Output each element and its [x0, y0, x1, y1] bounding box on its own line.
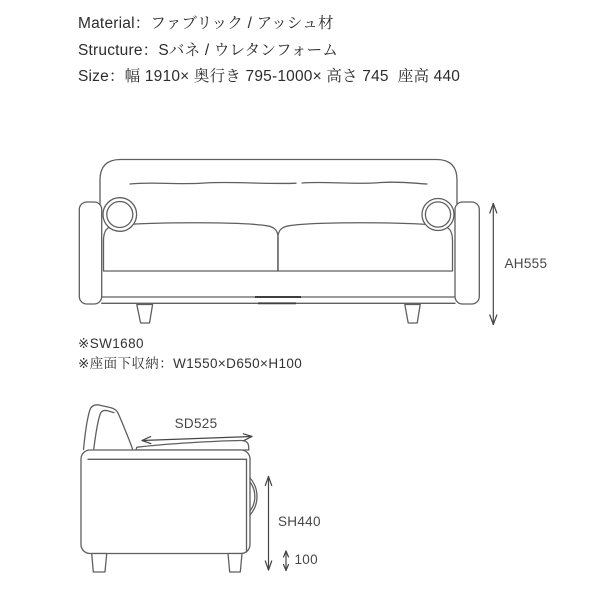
note-seat-width: ※SW1680 [78, 336, 144, 351]
spec-line-structure: Structure：Sバネ / ウレタンフォーム [78, 41, 339, 59]
front-leg-right [405, 305, 420, 324]
arm-height-label: AH555 [504, 256, 548, 271]
seat-height-label: SH440 [278, 514, 321, 529]
seat-height-arrow [265, 477, 271, 571]
front-seat-cushion-left [104, 223, 279, 271]
side-leg-front [92, 554, 107, 573]
spec-line-size: Size：幅 1910× 奥行き 795-1000× 高さ 745 座高 440 [78, 68, 461, 85]
side-seat-cushion [136, 440, 249, 450]
front-leg-left [137, 305, 153, 324]
leg-height-label: 100 [294, 552, 318, 567]
sofa-front-view [79, 160, 547, 325]
note-under-seat-storage: ※座面下収納：W1550×D650×H100 [78, 356, 303, 371]
arm-height-arrow [490, 204, 497, 325]
side-leg-back [228, 554, 242, 573]
front-armrest-left [79, 202, 101, 304]
front-bolster-left-outer [103, 198, 137, 232]
sofa-side-view [81, 405, 321, 572]
side-body [81, 450, 250, 554]
front-armrest-right [455, 202, 479, 304]
spec-line-material: Material：ファブリック / アッシュ材 [78, 15, 334, 32]
front-seat-cushion-right [278, 223, 453, 271]
front-bolster-right-outer [422, 199, 454, 231]
side-bolster-arc-inner [250, 482, 255, 511]
seat-depth-label: SD525 [174, 416, 218, 431]
leg-height-arrow [284, 551, 289, 571]
